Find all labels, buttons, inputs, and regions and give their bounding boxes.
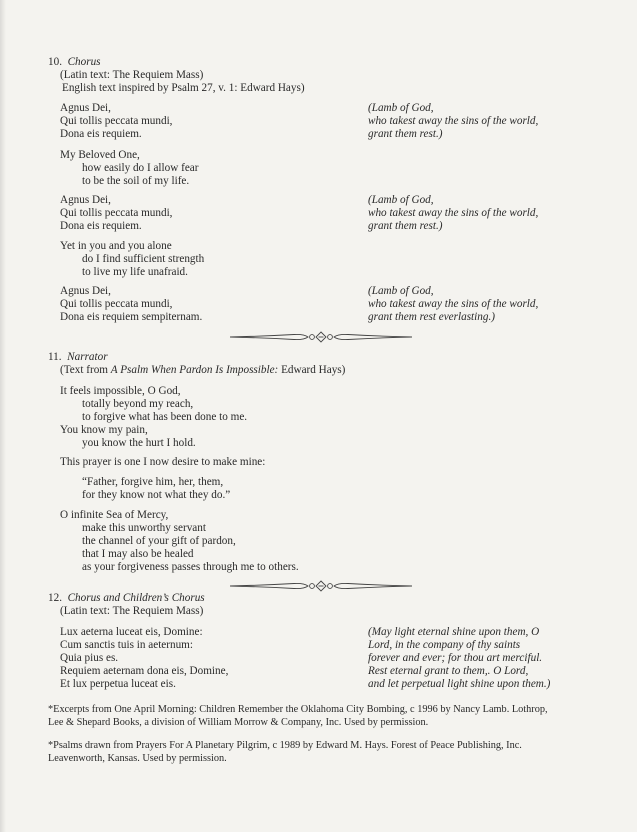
translation-line: grant them rest everlasting.) (368, 311, 495, 323)
section-number: 10. (48, 56, 62, 68)
prayer-line: you know the hurt I hold. (82, 437, 196, 449)
translation-line: Lord, in the company of thy saints (368, 639, 521, 651)
english-line: to live my life unafraid. (82, 266, 188, 278)
section-source: (Latin text: The Requiem Mass) (60, 69, 204, 81)
latin-line: Agnus Dei, (60, 102, 111, 114)
prayer-line: You know my pain, (60, 424, 148, 436)
prayer-line: make this unworthy servant (82, 522, 206, 534)
translation-line: grant them rest.) (368, 128, 443, 140)
translation-line: grant them rest.) (368, 220, 443, 232)
section-number: 11. (48, 351, 62, 363)
english-line: how easily do I allow fear (82, 162, 199, 174)
latin-line: Dona eis requiem sempiternam. (60, 311, 203, 323)
latin-line: Qui tollis peccata mundi, (60, 207, 173, 219)
footnote-line: *Psalms drawn from Prayers For A Planetary Pilgrim, c 1989 by Edward M. Hays. Forest of Peace Publishing, Inc. (48, 740, 522, 751)
latin-line: Agnus Dei, (60, 285, 111, 297)
prayer-line: the channel of your gift of pardon, (82, 535, 236, 547)
section-source: (Latin text: The Requiem Mass) (60, 605, 204, 617)
latin-line: Lux aeterna luceat eis, Domine: (60, 626, 203, 638)
scan-shadow (0, 0, 6, 832)
translation-line: who takest away the sins of the world, (368, 298, 539, 310)
translation-line: (May light eternal shine upon them, O (368, 626, 540, 638)
latin-line: Qui tollis peccata mundi, (60, 298, 173, 310)
translation-line: who takest away the sins of the world, (368, 115, 539, 127)
prayer-line: It feels impossible, O God, (60, 385, 181, 397)
translation-line: and let perpetual light shine upon them.) (368, 678, 551, 690)
prayer-line: to forgive what has been done to me. (82, 411, 248, 423)
translation-line: (Lamb of God, (368, 194, 434, 206)
latin-line: Quia pius es. (60, 652, 119, 664)
source-title: A Psalm When Pardon Is Impossible: (110, 364, 279, 376)
section-title: Narrator (67, 351, 108, 363)
source-prefix: (Text from (60, 364, 111, 376)
translation-line: Rest eternal grant to them,. O Lord, (368, 665, 529, 677)
footnote-line: Lee & Shepard Books, a division of William Morrow & Company, Inc. Used by permission. (48, 717, 429, 728)
source-author: Edward Hays) (278, 364, 346, 376)
section-11-heading (48, 351, 108, 364)
english-line: to be the soil of my life. (82, 175, 190, 187)
prayer-line: This prayer is one I now desire to make mine: (60, 456, 266, 468)
latin-line: Qui tollis peccata mundi, (60, 115, 173, 127)
footnote-line: *Excerpts from One April Morning: Children Remember the Oklahoma City Bombing, c 1996 by Nancy Lamb. Lothrop, (48, 704, 548, 715)
english-line: My Beloved One, (60, 149, 140, 161)
prayer-line: totally beyond my reach, (82, 398, 194, 410)
section-title: Chorus and Children’s Chorus (67, 592, 205, 604)
ornamental-divider (228, 579, 414, 593)
section-12-heading (48, 592, 205, 605)
section-title: Chorus (67, 56, 101, 68)
section-10-heading (48, 56, 101, 69)
quote-line: “Father, forgive him, her, them, (82, 476, 224, 488)
prayer-line: as your forgiveness passes through me to others. (82, 561, 299, 573)
english-line: do I find sufficient strength (82, 253, 205, 265)
latin-line: Agnus Dei, (60, 194, 111, 206)
translation-line: who takest away the sins of the world, (368, 207, 539, 219)
prayer-line: that I may also be healed (82, 548, 194, 560)
prayer-line: O infinite Sea of Mercy, (60, 509, 169, 521)
section-source (60, 364, 345, 377)
english-line: Yet in you and you alone (60, 240, 172, 252)
section-source: English text inspired by Psalm 27, v. 1: Edward Hays) (62, 82, 305, 94)
latin-line: Et lux perpetua luceat eis. (60, 678, 176, 690)
ornamental-divider (228, 330, 414, 344)
footnote-line: Leavenworth, Kansas. Used by permission. (48, 753, 227, 764)
latin-line: Dona eis requiem. (60, 220, 142, 232)
translation-line: forever and ever; for thou art merciful. (368, 652, 543, 664)
latin-line: Dona eis requiem. (60, 128, 142, 140)
translation-line: (Lamb of God, (368, 285, 434, 297)
quote-line: for they know not what they do.” (82, 489, 231, 501)
section-number: 12. (48, 592, 62, 604)
latin-line: Cum sanctis tuis in aeternum: (60, 639, 193, 651)
translation-line: (Lamb of God, (368, 102, 434, 114)
latin-line: Requiem aeternam dona eis, Domine, (60, 665, 229, 677)
